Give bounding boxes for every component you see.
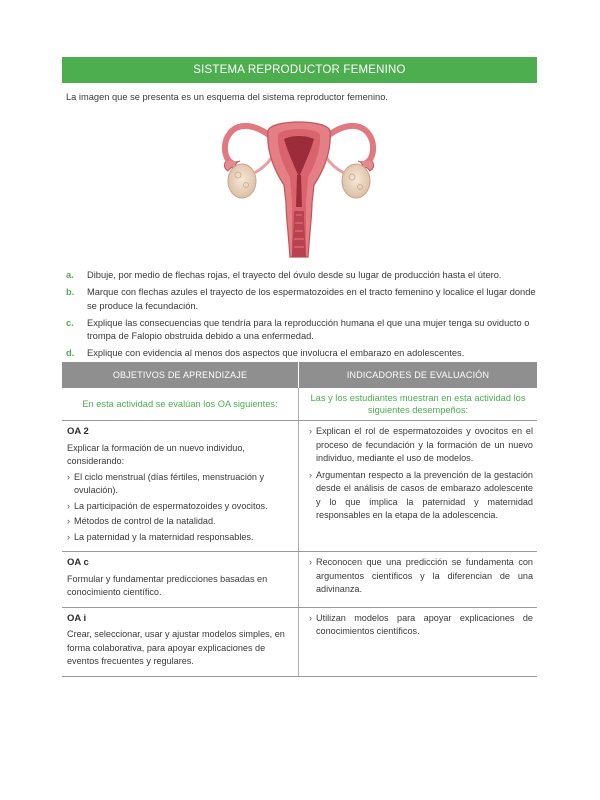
indicator-cell [299, 608, 537, 676]
indicator-item: › Argumentan respecto a la prevención de la gestación desde el análisis de casos de embarazo adolescente y lo que implica la paternidad y maternidad responsables en la etapa de la adolescencia. [309, 469, 533, 523]
task-text: Explique las consecuencias que tendría para la reproducción humana el que una mujer tenga su oviducto o trompa de Falopio obstruida debido a una enfermedad. [87, 317, 530, 342]
subheader-objectives: En esta actividad se evalúan los OA siguientes: [62, 388, 299, 420]
task-list [66, 269, 536, 365]
task-letter: a. [66, 270, 74, 280]
task-item [66, 269, 536, 282]
objective-cell [62, 552, 299, 607]
table-subheader [62, 388, 537, 421]
objective-cell [62, 421, 299, 551]
oa-bullet: › El ciclo menstrual (días fértiles, menstruación y ovulación). [67, 471, 294, 498]
header-objectives: OBJETIVOS DE APRENDIZAJE [62, 362, 299, 388]
oa-bullet: › La paternidad y la maternidad responsables. [67, 531, 294, 545]
indicator-cell [299, 552, 537, 607]
indicator-item: › Explican el rol de espermatozoides y ovocitos en el proceso de fecundación y la formación de un nuevo individuo, mediante el uso de modelos. [309, 425, 533, 466]
indicator-cell [299, 421, 537, 551]
indicator-item: › Reconocen que una predicción se fundamenta con argumentos científicos y la diferencian de una adivinanza. [309, 556, 533, 597]
header-indicators: INDICADORES DE EVALUACIÓN [299, 362, 537, 388]
task-item [66, 286, 536, 313]
task-text: Explique con evidencia al menos dos aspectos que involucra el embarazo en adolescentes. [87, 348, 465, 359]
task-item [66, 317, 536, 344]
oa-description: Explicar la formación de un nuevo individuo, considerando: [67, 442, 245, 466]
task-text: Marque con flechas azules el trayecto de los espermatozoides en el tracto femenino y localice el lugar donde se produce la fecundación. [87, 287, 536, 311]
task-letter: d. [66, 348, 75, 359]
oa-bullet: › La participación de espermatozoides y ovocitos. [67, 500, 294, 514]
objective-cell [62, 608, 299, 676]
subheader-indicators: Las y los estudiantes muestran en esta actividad los siguientes desempeños: [310, 392, 526, 415]
oa-description: Formular y fundamentar predicciones basadas en conocimiento científico. [67, 573, 268, 597]
task-text: Dibuje, por medio de flechas rojas, el trayecto del óvulo desde su lugar de producción hasta el útero. [87, 270, 502, 280]
oa-code: OA 2 [67, 426, 89, 437]
oa-code: OA i [67, 612, 87, 624]
indicator-item: › Utilizan modelos para apoyar explicaciones de conocimientos científicos. [309, 612, 533, 639]
task-letter: b. [66, 287, 75, 298]
oa-description: Crear, seleccionar, usar y ajustar modelos simples, en forma colaborativa, para apoyar explicaciones de eventos frecuentes y regulares. [67, 629, 285, 666]
oa-bullet: › Métodos de control de la natalidad. [67, 515, 294, 529]
task-letter: c. [66, 317, 74, 328]
task-item [66, 347, 536, 360]
section-title: SISTEMA REPRODUCTOR FEMENINO [62, 57, 537, 83]
table-row [62, 608, 537, 677]
intro-text: La imagen que se presenta es un esquema del sistema reproductor femenino. [66, 92, 388, 102]
table-row [62, 552, 537, 608]
table-row [62, 421, 537, 552]
table-header [62, 362, 537, 388]
oa-code: OA c [67, 557, 89, 568]
female-reproductive-system-illustration [218, 111, 380, 259]
objectives-table [62, 362, 537, 677]
